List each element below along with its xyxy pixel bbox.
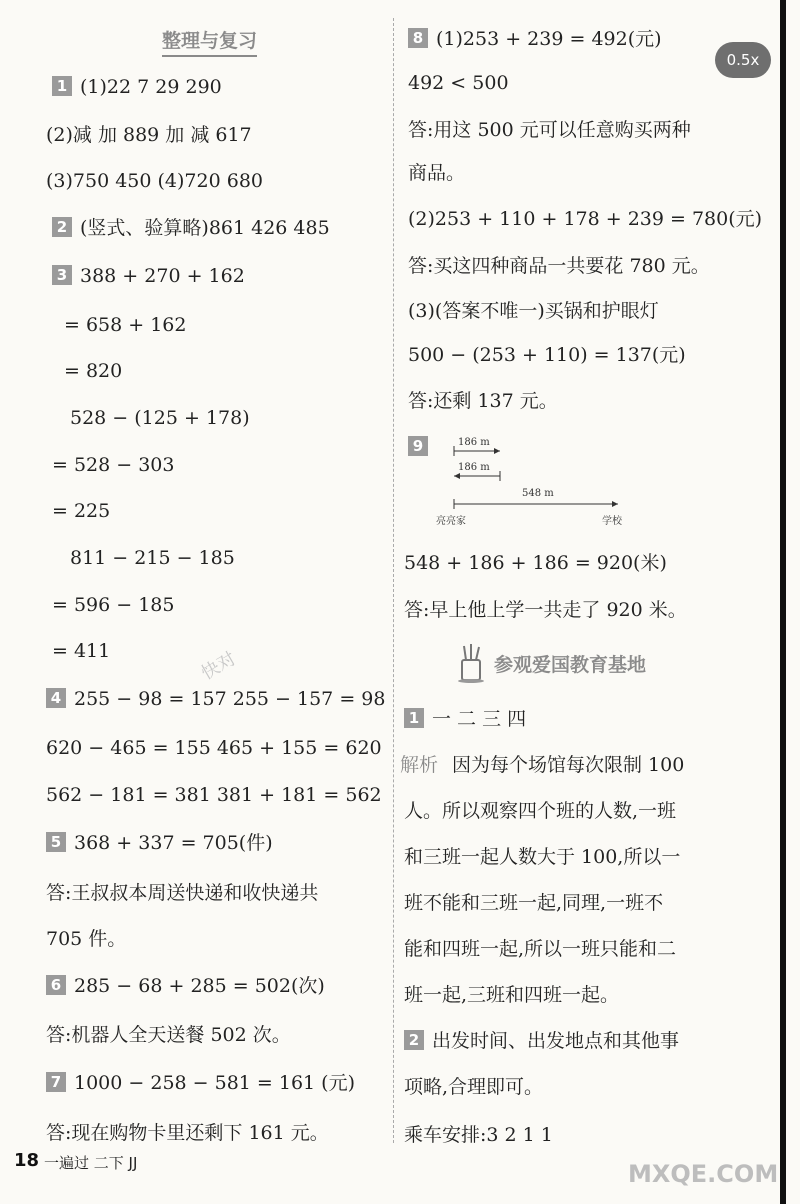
column-divider <box>393 18 394 1143</box>
q8-line-e: (2)253 + 110 + 178 + 239 = 780(元) <box>408 208 763 230</box>
q2-line-a: 2 (竖式、验算略)861 426 485 <box>52 215 330 241</box>
page-edge <box>780 0 786 1204</box>
q8-line-a: 8 (1)253 + 239 = 492(元) <box>408 26 662 52</box>
q5-line-b: 答:王叔叔本周送快递和收快递共 <box>46 882 319 904</box>
q3-line-c: = 820 <box>64 360 123 382</box>
q3-line-f: = 225 <box>52 500 111 522</box>
q3-line-e: = 528 − 303 <box>52 454 175 476</box>
q7-line-a: 7 1000 − 258 − 581 = 161 (元) <box>46 1070 355 1096</box>
q2-number-badge: 2 <box>52 217 72 237</box>
q8-line-h: 500 − (253 + 110) = 137(元) <box>408 344 686 366</box>
page-number: 18 <box>14 1150 40 1171</box>
s1-line-d: 和三班一起人数大于 100,所以一 <box>404 846 681 868</box>
s1-line-a: 1 一 二 三 四 <box>404 706 526 732</box>
section-title-patriotic: 参观爱国教育基地 <box>494 654 647 676</box>
pencil-cup-icon <box>456 642 486 684</box>
q8-number-badge: 8 <box>408 28 428 48</box>
q4-line-c: 562 − 181 = 381 381 + 181 = 562 <box>46 784 382 806</box>
playback-speed-button[interactable]: 0.5x <box>715 42 771 78</box>
q3-line-a: 3 388 + 270 + 162 <box>52 263 245 289</box>
q9-number-badge: 9 <box>408 436 428 456</box>
q3-line-b: = 658 + 162 <box>64 314 187 336</box>
q4-number-badge: 4 <box>46 688 66 708</box>
s1-line-g: 班一起,三班和四班一起。 <box>404 984 620 1006</box>
s1-line-b: 解析 因为每个场馆每次限制 100 <box>400 754 685 776</box>
watermark-kuaidui: 快对 <box>197 648 240 685</box>
end-label: 学校 <box>602 516 622 527</box>
watermark-site: MXQE.COM <box>628 1160 779 1188</box>
q4-line-a: 4 255 − 98 = 157 255 − 157 = 98 <box>46 686 385 712</box>
s2-line-b: 项略,合理即可。 <box>404 1076 544 1098</box>
q8-line-c: 答:用这 500 元可以任意购买两种 <box>408 119 691 141</box>
s1-number-badge: 1 <box>404 708 424 728</box>
q8-line-i: 答:还剩 137 元。 <box>408 390 558 412</box>
seg1-label: 186 m <box>458 437 490 448</box>
q7-number-badge: 7 <box>46 1072 66 1092</box>
q5-line-a: 5 368 + 337 = 705(件) <box>46 830 273 856</box>
s2-number-badge: 2 <box>404 1030 424 1050</box>
s1-line-f: 能和四班一起,所以一班只能和二 <box>404 938 677 960</box>
seg2-label: 186 m <box>458 462 490 473</box>
q8-line-g: (3)(答案不唯一)买锅和护眼灯 <box>408 300 659 322</box>
q6-line-b: 答:机器人全天送餐 502 次。 <box>46 1024 291 1046</box>
analysis-label: 解析 <box>400 754 439 776</box>
q3-line-i: = 411 <box>52 640 111 662</box>
total-label: 548 m <box>522 488 554 499</box>
s1-line-c: 人。所以观察四个班的人数,一班 <box>404 800 677 822</box>
q3-number-badge: 3 <box>52 265 72 285</box>
q9-line-a: 548 + 186 + 186 = 920(米) <box>404 552 667 574</box>
s2-line-a: 2 出发时间、出发地点和其他事 <box>404 1028 679 1054</box>
q6-number-badge: 6 <box>46 975 66 995</box>
q1-line-a: 1 (1)22 7 29 290 <box>52 74 222 100</box>
s1-line-e: 班不能和三班一起,同理,一班不 <box>404 892 664 914</box>
s2-line-c: 乘车安排:3 2 1 1 <box>404 1124 553 1146</box>
q1-number-badge: 1 <box>52 76 72 96</box>
book-label: 一遍过 二下 JJ <box>44 1154 138 1172</box>
q4-line-b: 620 − 465 = 155 465 + 155 = 620 <box>46 737 382 759</box>
distance-diagram <box>430 432 660 532</box>
q8-line-f: 答:买这四种商品一共要花 780 元。 <box>408 255 710 277</box>
q7-line-b: 答:现在购物卡里还剩下 161 元。 <box>46 1122 329 1144</box>
q8-line-b: 492 < 500 <box>408 72 509 94</box>
start-label: 亮亮家 <box>436 516 466 527</box>
q8-line-d: 商品。 <box>408 162 466 184</box>
q3-line-d: 528 − (125 + 178) <box>70 407 250 429</box>
q1-line-c: (3)750 450 (4)720 680 <box>46 170 264 192</box>
q5-number-badge: 5 <box>46 832 66 852</box>
q1-line-b: (2)减 加 889 加 减 617 <box>46 124 252 146</box>
q6-line-a: 6 285 − 68 + 285 = 502(次) <box>46 973 325 999</box>
section-title-review: 整理与复习 <box>162 26 257 57</box>
q3-line-h: = 596 − 185 <box>52 594 175 616</box>
q9-line-b: 答:早上他上学一共走了 920 米。 <box>404 599 687 621</box>
q5-line-c: 705 件。 <box>46 928 127 950</box>
q3-line-g: 811 − 215 − 185 <box>70 547 235 569</box>
